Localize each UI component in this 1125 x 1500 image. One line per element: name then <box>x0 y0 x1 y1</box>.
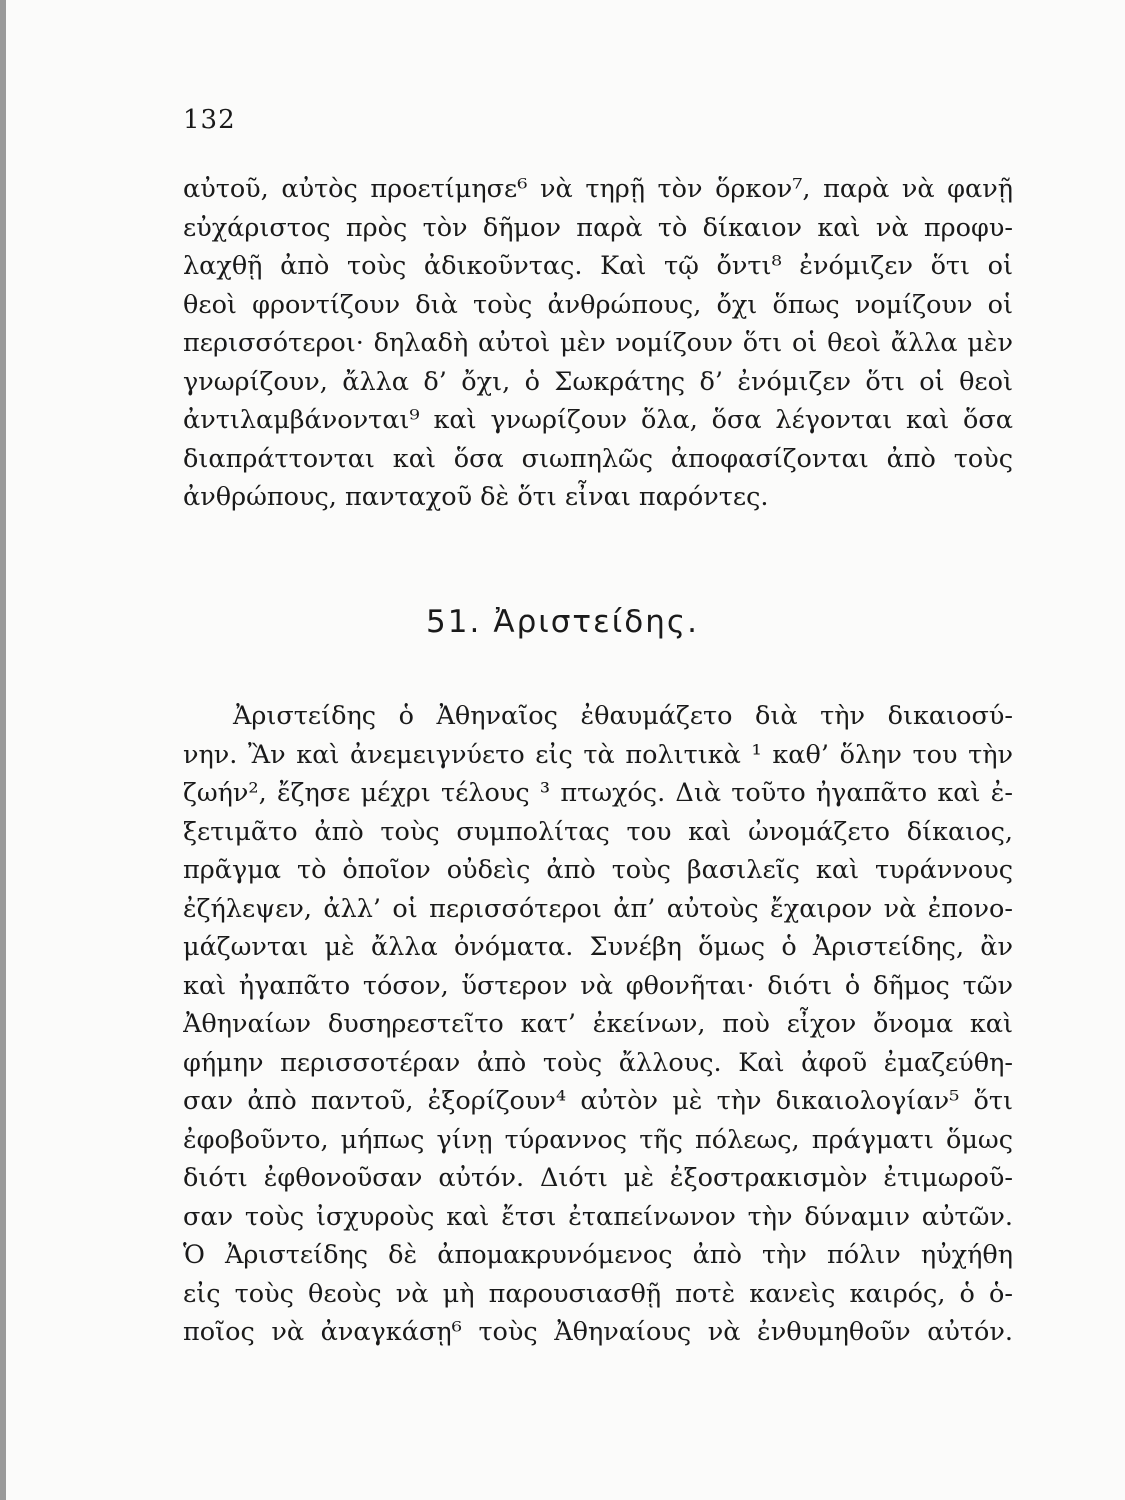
text-line: εὐχάριστος πρὸς τὸν δῆμον παρὰ τὸ δίκαιον καὶ νὰ προφυ- <box>183 212 1013 243</box>
text-line: εἰς τοὺς θεοὺς νὰ μὴ παρουσιασθῇ ποτὲ κανεὶς καιρός, ὁ ὁ- <box>183 1278 1013 1309</box>
text-line: θεοὶ φροντίζουν διὰ τοὺς ἀνθρώπους, ὄχι ὅπως νομίζουν οἱ <box>183 289 1013 320</box>
text-line: ζωήν², ἔζησε μέχρι τέλους ³ πτωχός. Διὰ τοῦτο ἠγαπᾶτο καὶ ἐ- <box>183 778 1013 808</box>
text-line: καὶ ἠγαπᾶτο τόσον, ὕστερον νὰ φθονῆται· διότι ὁ δῆμος τῶν <box>183 970 1013 1001</box>
text-line: ἐζήλεψεν, ἀλλ’ οἱ περισσότεροι ἀπ’ αὐτοὺς ἔχαιρον νὰ ἐπονο- <box>183 893 1013 924</box>
text-line: νην. Ἂν καὶ ἀνεμειγνύετο εἰς τὰ πολιτικὰ ¹ καθ’ ὅλην του τὴν <box>183 739 1013 770</box>
scan-edge <box>0 0 6 1500</box>
text-line: φήμην περισσοτέραν ἀπὸ τοὺς ἄλλους. Καὶ ἀφοῦ ἐμαζεύθη- <box>183 1047 1013 1078</box>
text-line: περισσότεροι· δηλαδὴ αὐτοὶ μὲν νομίζουν ὅτι οἱ θεοὶ ἄλλα μὲν <box>183 328 1013 358</box>
text-line: σαν ἀπὸ παντοῦ, ἐξορίζουν⁴ αὐτὸν μὲ τὴν δικαιολογίαν⁵ ὅτι <box>183 1086 1013 1116</box>
text-line: πρᾶγμα τὸ ὁποῖον οὐδεὶς ἀπὸ τοὺς βασιλεῖς καὶ τυράννους <box>183 855 1013 885</box>
text-line: αὐτοῦ, αὐτὸς προετίμησε⁶ νὰ τηρῇ τὸν ὅρκον⁷, παρὰ νὰ φανῇ <box>183 174 1013 204</box>
text-line: μάζωνται μὲ ἄλλα ὀνόματα. Συνέβη ὅμως ὁ Ἀριστείδης, ἂν <box>183 932 1013 962</box>
page-number: 132 <box>183 105 236 135</box>
paragraph-aristides <box>183 697 1013 1352</box>
text-line: ξετιμᾶτο ἀπὸ τοὺς συμπολίτας του καὶ ὠνομάζετο δίκαιος, <box>183 816 1013 847</box>
text-line: ἀντιλαμβάνονται⁹ καὶ γνωρίζουν ὅλα, ὅσα λέγονται καὶ ὅσα <box>183 405 1013 435</box>
text-line: λαχθῇ ἀπὸ τοὺς ἀδικοῦντας. Καὶ τῷ ὄντι⁸ ἐνόμιζεν ὅτι οἱ <box>183 251 1013 281</box>
text-line: ἐφοβοῦντο, μήπως γίνῃ τύραννος τῆς πόλεως, πράγματι ὅμως <box>183 1124 1013 1155</box>
section-heading <box>0 604 1125 640</box>
text-line: Ἀριστείδης ὁ Ἀθηναῖος ἐθαυμάζετο διὰ τὴν δικαιοσύ- <box>233 701 1013 731</box>
text-line: σαν τοὺς ἰσχυροὺς καὶ ἔτσι ἐταπείνωνον τὴν δύναμιν αὐτῶν. <box>183 1201 1013 1232</box>
text-line: ποῖος νὰ ἀναγκάσῃ⁶ τοὺς Ἀθηναίους νὰ ἐνθυμηθοῦν αὐτόν. <box>183 1317 1013 1347</box>
text-line: διαπράττονται καὶ ὅσα σιωπηλῶς ἀποφασίζονται ἀπὸ τοὺς <box>183 443 1013 474</box>
text-line: διότι ἐφθονοῦσαν αὐτόν. Διότι μὲ ἐξοστρακισμὸν ἐτιμωροῦ- <box>183 1163 1013 1193</box>
section-title: Ἀριστείδης. <box>493 604 699 640</box>
paragraph-socrates <box>183 170 1013 517</box>
text-line: γνωρίζουν, ἄλλα δ’ ὄχι, ὁ Σωκράτης δ’ ἐνόμιζεν ὅτι οἱ θεοὶ <box>183 366 1013 397</box>
section-number: 51. <box>426 604 482 640</box>
text-line: ἀνθρώπους, πανταχοῦ δὲ ὅτι εἶναι παρόντες. <box>183 482 769 512</box>
text-line: Ὁ Ἀριστείδης δὲ ἀπομακρυνόμενος ἀπὸ τὴν πόλιν ηὐχήθη <box>183 1240 1013 1270</box>
text-line: Ἀθηναίων δυσηρεστεῖτο κατ’ ἐκείνων, ποὺ εἶχον ὄνομα καὶ <box>183 1009 1013 1039</box>
